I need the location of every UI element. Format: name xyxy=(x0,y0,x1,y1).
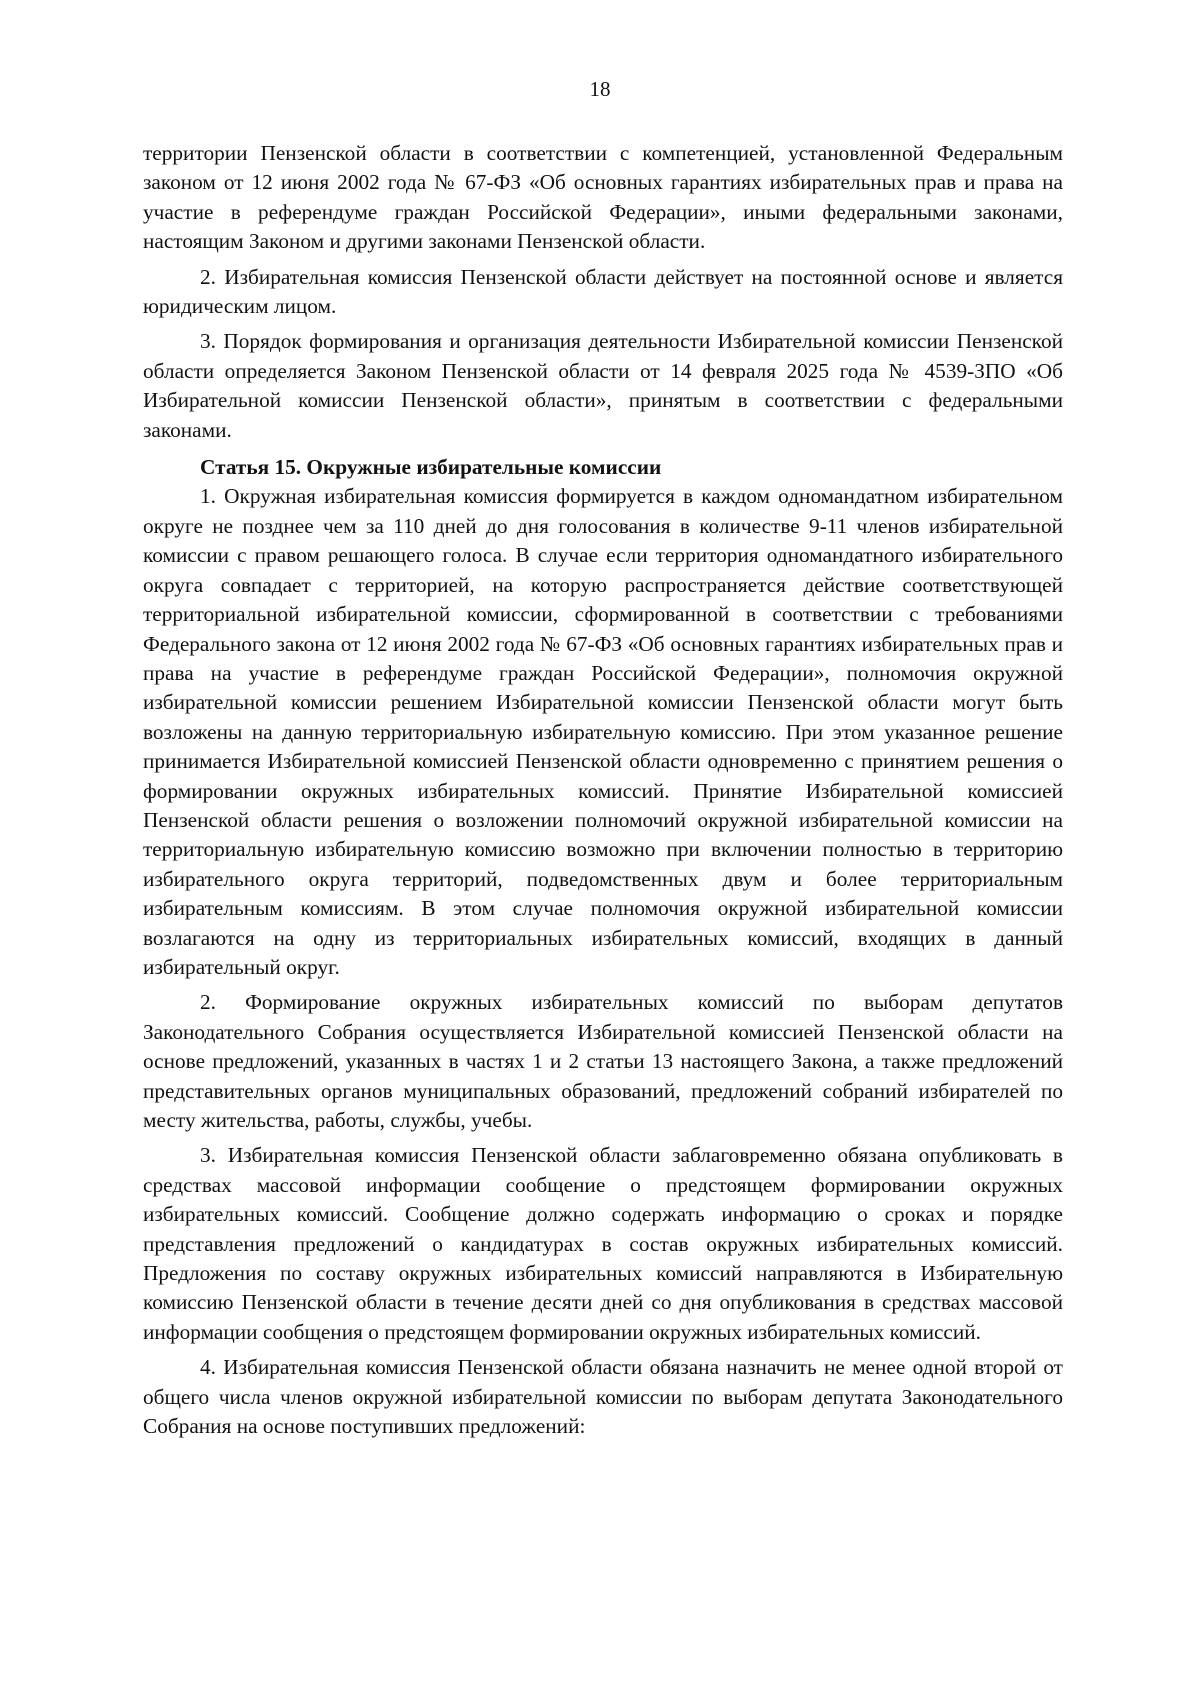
page-number: 18 xyxy=(589,77,611,101)
article-heading: Статья 15. Окружные избирательные комиссии xyxy=(200,455,662,480)
article-paragraph-3: 3. Избирательная комиссия Пензенской области заблаговременно обязана опубликовать в средствах массовой информации сообщение о предстоящем формировании окружных избирательных комиссий. Сообщение должно содержать информацию о сроках и порядке представления предложений о кандидатурах в состав окружных избирательных комиссий. Предложения по составу окружных избирательных комиссий направляются в Избирательную комиссию Пензенской области в течение десяти дней со дня опубликования в средствах массовой информации сообщения о предстоящем формировании окружных избирательных комиссий. xyxy=(143,1143,1063,1344)
article-paragraph-4: 4. Избирательная комиссия Пензенской области обязана назначить не менее одной второй от общего числа членов окружной избирательной комиссии по выборам депутата Законодательного Собрания на основе поступивших предложений: xyxy=(143,1355,1063,1439)
article-paragraph-1: 1. Окружная избирательная комиссия формируется в каждом одномандатном избирательном округе не позднее чем за 110 дней до дня голосования в количестве 9-11 членов избирательной комиссии с правом решающего голоса. В случае если территория одномандатного избирательного округа совпадает с территорией, на которую распространяется действие соответствующей территориальной избирательной комиссии, сформированной в соответствии с требованиями Федерального закона от 12 июня 2002 года № 67-ФЗ «Об основных гарантиях избирательных прав и права на участие в референдуме граждан Российской Федерации», полномочия окружной избирательной комиссии решением Избирательной комиссии Пензенской области могут быть возложены на данную территориальную избирательную комиссию. При этом указанное решение принимается Избирательной комиссией Пензенской области одновременно с принятием решения о формировании окружных избирательных комиссий. Принятие Избирательной комиссией Пензенской области решения о возложении полномочий окружной избирательной комиссии на территориальную избирательную комиссию возможно при включении полностью в территорию избирательного округа территорий, подведомственных двум и более территориальным избирательным комиссиям. В этом случае полномочия окружной избирательной комиссии возлагаются на одну из территориальных избирательных комиссий, входящих в данный избирательный округ. xyxy=(143,484,1063,979)
document-body xyxy=(143,139,1063,1441)
article-paragraph-2: 2. Формирование окружных избирательных комиссий по выборам депутатов Законодательного Собрания осуществляется Избирательной комиссией Пензенской области на основе предложений, указанных в частях 1 и 2 статьи 13 настоящего Закона, а также предложений представительных органов муниципальных образований, предложений собраний избирателей по месту жительства, работы, службы, учебы. xyxy=(143,990,1063,1132)
paragraph-item-3: 3. Порядок формирования и организация деятельности Избирательной комиссии Пензенской области определяется Законом Пензенской области от 14 февраля 2025 года № 4539-ЗПО «Об Избирательной комиссии Пензенской области», принятым в соответствии с федеральными законами. xyxy=(143,329,1063,442)
paragraph-item-2: 2. Избирательная комиссия Пензенской области действует на постоянной основе и является юридическим лицом. xyxy=(143,264,1063,319)
paragraph-continuation: территории Пензенской области в соответствии с компетенцией, установленной Федеральным законом от 12 июня 2002 года № 67-ФЗ «Об основных гарантиях избирательных прав и права на участие в референдуме граждан Российской Федерации», иными федеральными законами, настоящим Законом и другими законами Пензенской области. xyxy=(143,141,1063,254)
